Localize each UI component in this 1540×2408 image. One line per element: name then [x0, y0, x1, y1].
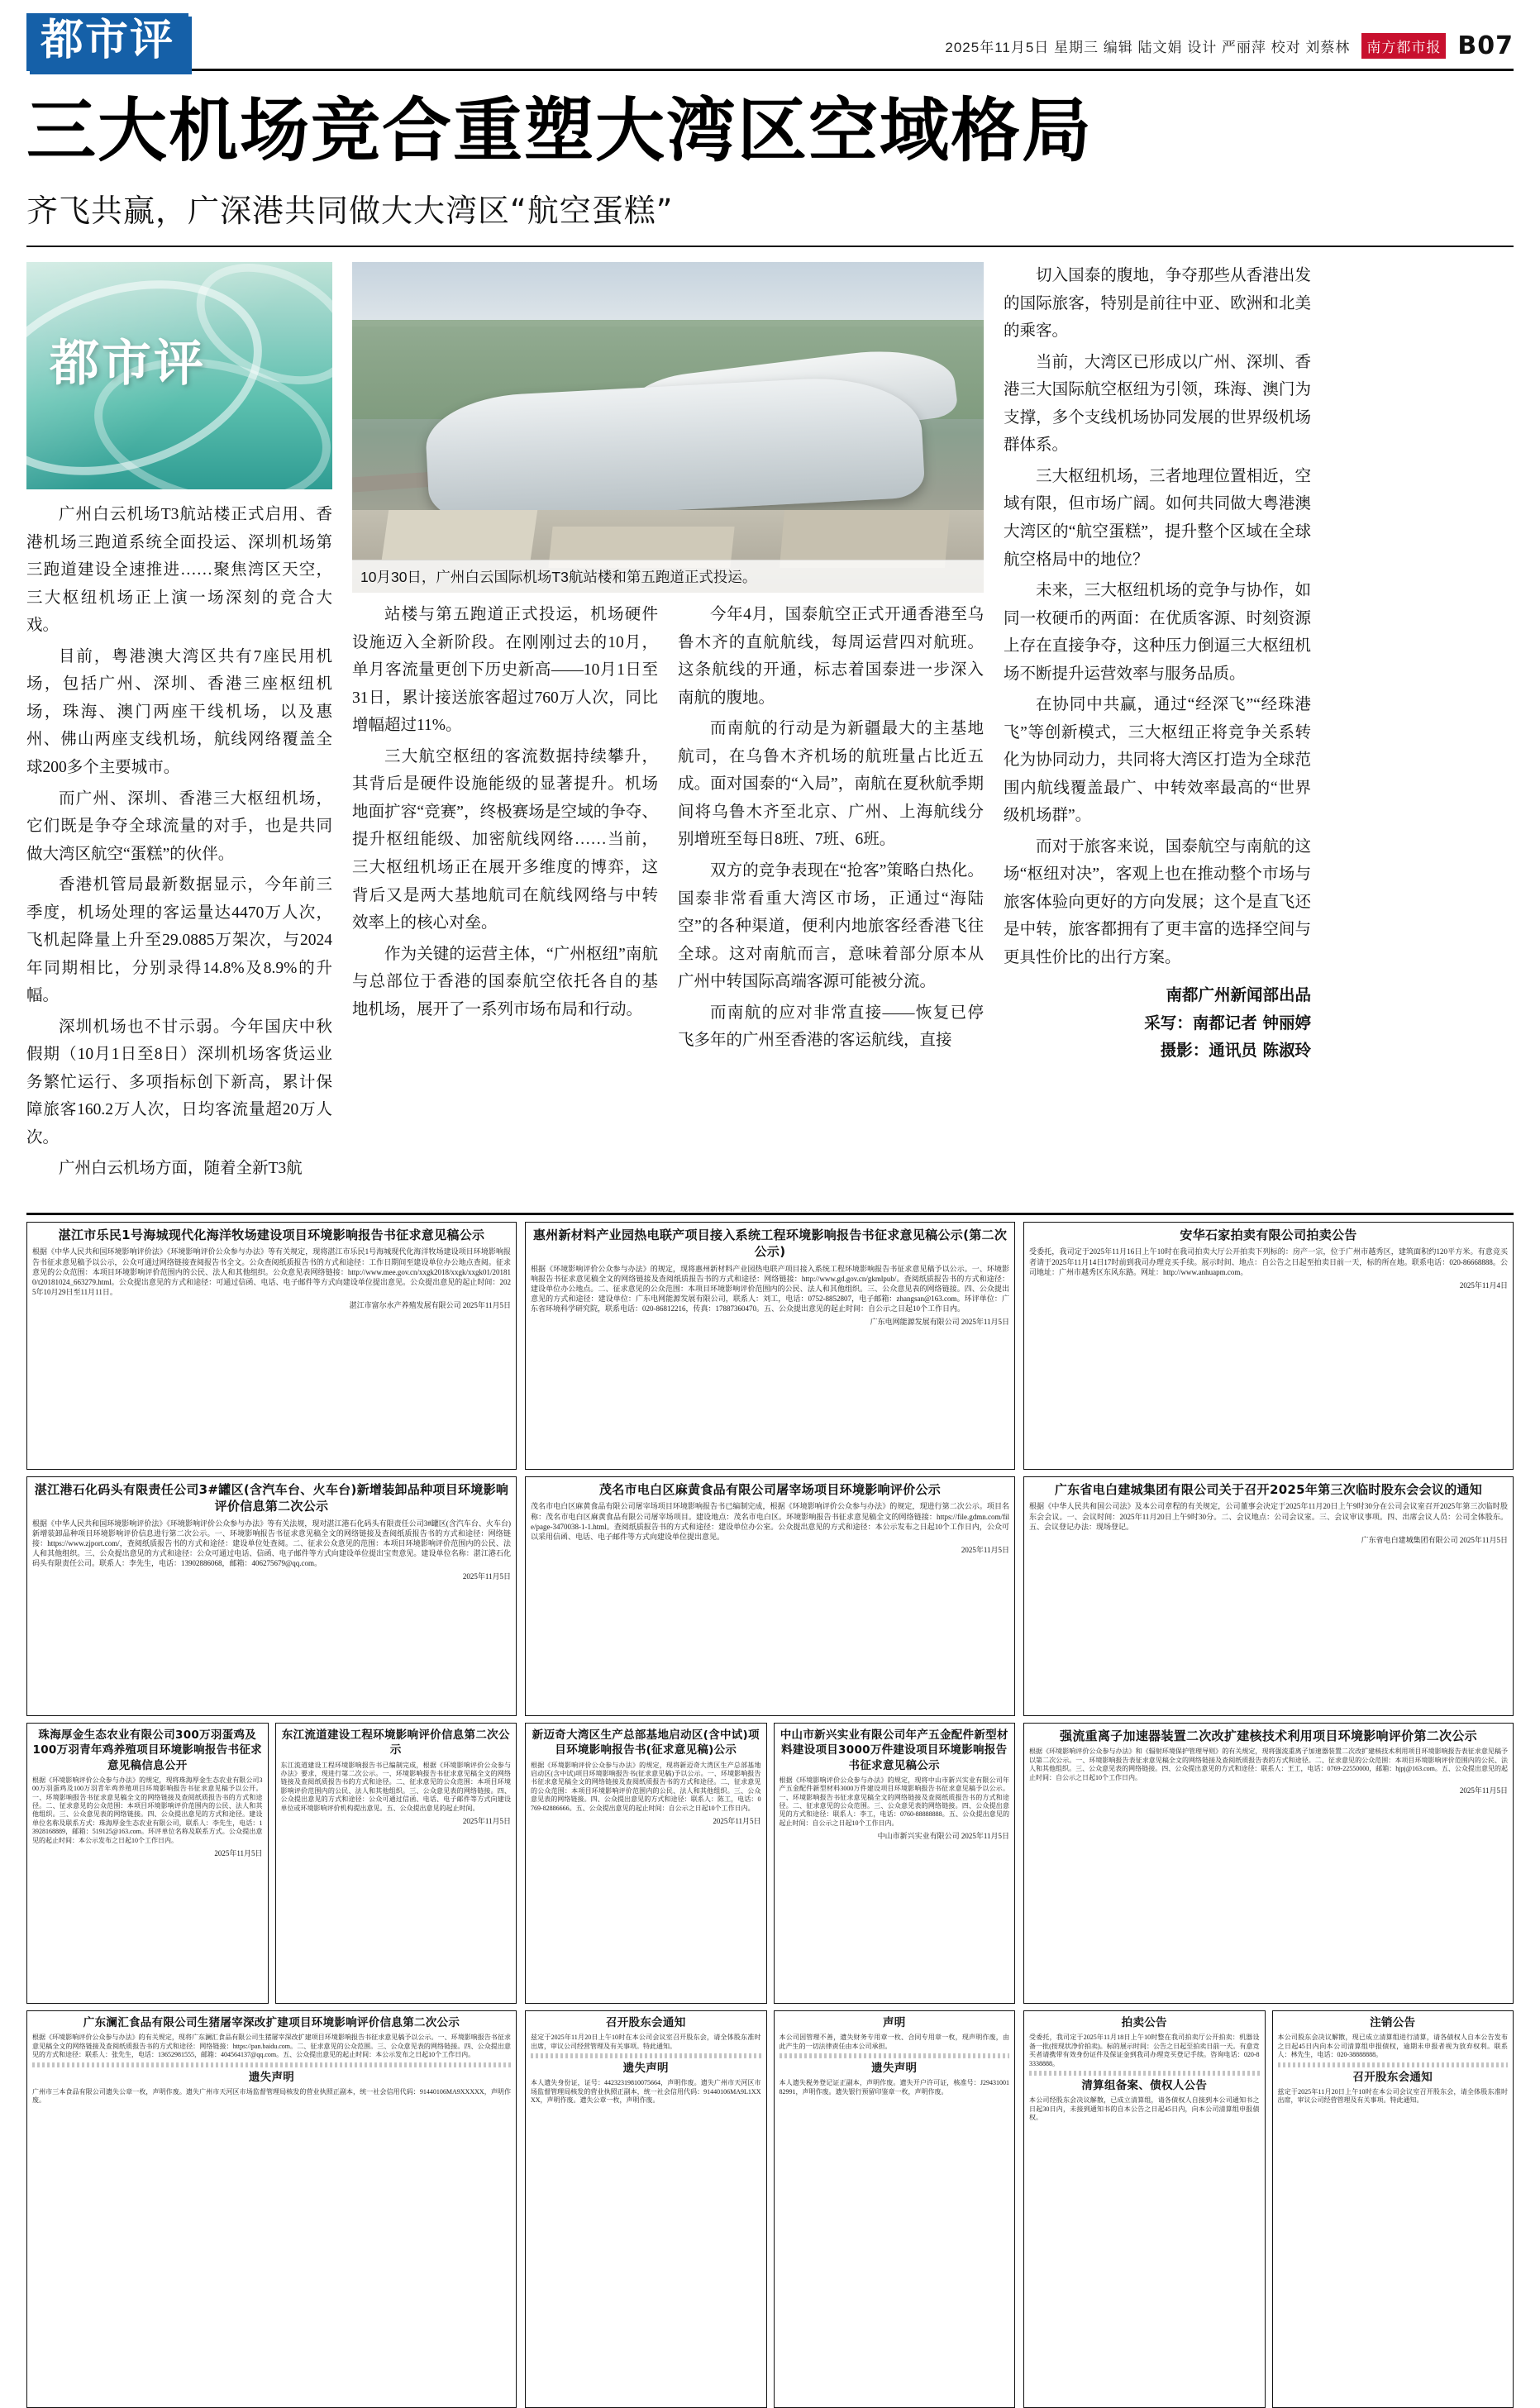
classified-ad[interactable] — [1023, 1476, 1514, 1716]
ad-body: 广州市三本食品有限公司遗失公章一枚，声明作废。遗失广州市天河区市场监督管理局核发的营业执照正副本，统一社会信用代码：91440106MA9XXXXX，声明作废。 — [32, 2087, 511, 2105]
ad-title: 拍卖公告 — [1121, 2016, 1167, 2030]
paragraph: 今年4月，国泰航空正式开通香港至乌鲁木齐的直航航线，每周运营四对航班。这条航线的开通，标志着国泰进一步深入南航的腹地。 — [678, 606, 984, 707]
ad-body: 根据《环境影响评价公众参与办法》和《辐射环境保护管理导则》的有关规定，现将强流重离子加速器装置二次改扩建核技术利用项目环境影响报告表征求意见稿予以第二次公示。一、环境影响报告表征求意见稿全文的网络链接及查阅纸质报告表的方式和途径。二、征求意见的公众范围：本项目环境影响评价范围内的公民、法人和其他组织。三、公众意见表的网络链接。四、公众提出意见的方式和途径：联系人：王工，电话：0769-22550000，邮箱：hjpj@163.com。五、公众提出意见的起止时间：自公示之日起10个工作日内。 — [1029, 1748, 1508, 1781]
ad-divider — [531, 2053, 761, 2058]
masthead — [26, 0, 1514, 71]
article-photo-wrap — [352, 262, 984, 593]
section-brand-graphic — [26, 262, 332, 489]
ad-body: 本公司股东会决议解散，现已成立清算组进行清算，请各债权人自本公告发布之日起45日内向本公司清算组申报债权，逾期未申报者视为放弃权利。联系人：林先生，电话：020-38888888。 — [1277, 2034, 1508, 2059]
ad-date: 广东电网能源发展有限公司 2025年11月5日 — [870, 1318, 1009, 1327]
paragraph: 双方的竞争表现在“抢客”策略白热化。国泰非常看重大湾区市场，正通过“海陆空”的各种渠道，便利内地旅客经香港飞往全球。这对南航而言，意味着部分原本从广州中转国际高端客源可能被分流。 — [678, 861, 984, 991]
ad-body: 受委托，我司定于2025年11月18日上午10时整在我司拍卖厅公开拍卖：机器设备一批(按现状净价拍卖)。标的展示时间：公告之日起至拍卖日前一天。有意竞买者请携带有效身份证件及保证金到我司办理竞买登记手续。咨询电话：020-83338888。 — [1029, 2034, 1260, 2067]
ad-body: 根据《环境影响评价公众参与办法》的规定，现将中山市新兴实业有限公司年产五金配件新型材料3000万件建设项目环境影响报告书征求意见稿予以公示。一、环境影响报告书征求意见稿全文的网络链接及查阅纸质报告书的方式和途径。二、征求意见的公众范围。三、公众意见表的网络链接。四、公众提出意见的方式和途径：联系人：李工，电话：0760-88888888。五、公众提出意见的起止时间：自公示之日起10个工作日内。 — [779, 1776, 1009, 1827]
ad-date: 2025年11月5日 — [214, 1848, 263, 1857]
ad-date: 广东省电白建城集团有限公司 2025年11月5日 — [1361, 1535, 1508, 1544]
ad-date: 2025年11月5日 — [713, 1816, 761, 1825]
ad-split-row — [525, 2010, 1015, 2408]
ad-title: 中山市新兴实业有限公司年产五金配件新型材料建设项目3000万件建设项目环境影响报告书征求意见稿公示 — [780, 1729, 1008, 1772]
ad-title: 茂名市电白区麻黄食品有限公司屠宰场项目环境影响评价公示 — [598, 1482, 942, 1498]
credit-photographer: 摄影：通讯员 陈淑玲 — [1160, 1040, 1311, 1060]
ad-title: 新迈奇大湾区生产总部基地启动区(含中试)项目环境影响报告书(征求意见稿)公示 — [532, 1729, 760, 1757]
ad-body: 受委托，我司定于2025年11月16日上午10时在我司拍卖大厅公开拍卖下列标的：房产一宗，位于广州市越秀区，建筑面积约120平方米。有意竞买者请于2025年11月14日17时前到我司办理竞买手续。展示时间、地点：自公告之日起至拍卖日前一天，标的所在地。联系电话：020-86668888。公司地址：广州市越秀区东风东路。网址：http://www.anhuapm.com。 — [1029, 1247, 1508, 1276]
classified-ad[interactable] — [525, 1476, 1015, 1716]
page-number: B07 — [1457, 31, 1514, 60]
classified-ad[interactable] — [26, 1222, 517, 1470]
paragraph: 切入国泰的腹地，争夺那些从香港出发的国际旅客，特别是前往中亚、欧洲和北美的乘客。 — [1004, 267, 1311, 341]
photo-caption: 10月30日，广州白云国际机场T3航站楼和第五跑道正式投运。 — [352, 560, 984, 593]
subheadline: 齐飞共赢，广深港共同做大大湾区“航空蛋糕” — [26, 193, 674, 230]
classified-ad[interactable] — [1272, 2010, 1514, 2408]
classified-ad[interactable] — [525, 1222, 1015, 1470]
ad-title: 注销公告 — [1370, 2016, 1416, 2030]
ad-title: 召开股东会通知 — [605, 2016, 686, 2030]
article-column-1 — [26, 262, 332, 1204]
ad-body: 东江流道建设工程环境影响报告书已编制完成，根据《环境影响评价公众参与办法》要求，现进行第二次公示。一、环境影响报告书征求意见稿全文的网络链接及查阅纸质报告书的方式和途径。二、征求意见的公众范围：本项目环境影响评价范围内的公民、法人和其他组织。三、公众意见表的网络链接。四、公众提出意见的方式和途径：公众可通过信函、电话、电子邮件等方式向建设单位或环境影响评价机构提出意见。五、公众提出意见的起止时间。 — [280, 1761, 511, 1812]
paragraph: 而广州、深圳、香港三大枢纽机场，它们既是争夺全球流量的对手，也是共同做大湾区航空“蛋糕”的伙伴。 — [26, 789, 332, 863]
ad-split-row — [525, 1723, 1015, 2004]
masthead-right — [945, 13, 1514, 60]
paragraph: 三大航空枢纽的客流数据持续攀升，其背后是硬件设施能级的显著提升。机场地面扩容“竞赛”，终极赛场是空域的争夺、提升枢纽能级、加密航线网络……当前，三大枢纽机场正在展开多维度的博弈，这背后又是两大基地航司在航线网络与中转效率上的核心对垒。 — [352, 747, 658, 932]
ad-body: 茂名市电白区麻黄食品有限公司屠宰场项目环境影响报告书已编制完成，根据《环境影响评价公众参与办法》的规定，现进行第二次公示。项目名称：茂名市电白区麻黄食品有限公司屠宰场项目。建设地点：茂名市电白区。环境影响报告书征求意见稿全文的网络链接：https://file.gdmn.com/file/page-3470038-1-1.html。查阅纸质报告书的方式和途径：建设单位办公室。公众提出意见的方式和途径：本公示发布之日起10个工作日内，公众可以采用信函、电话、电子邮件等方式向建设单位提出意见。 — [531, 1502, 1009, 1541]
article-column-2 — [352, 601, 658, 1058]
ad-split-row — [26, 1723, 517, 2004]
paragraph: 而南航的应对非常直接——恢复已停飞多年的广州至香港的客运航线，直接 — [678, 1004, 984, 1050]
photo-sky — [352, 262, 984, 327]
classifieds-column-1 — [26, 1222, 517, 2408]
ad-date: 中山市新兴实业有限公司 2025年11月5日 — [877, 1832, 1009, 1841]
ad-divider — [1029, 2071, 1260, 2076]
paragraph: 三大枢纽机场，三者地理位置相近，空域有限，但市场广阔。如何共同做大粤港澳大湾区的“航空蛋糕”，提升整个区域在全球航空格局中的地位？ — [1004, 467, 1311, 569]
ad-body: 根据《环境影响评价公众参与办法》的规定，现将珠海厚金生态农业有限公司300万羽蛋鸡及100万羽青年鸡养殖项目环境影响报告书征求意见稿予以公开。一、环境影响报告书征求意见稿全文的网络链接及查阅纸质报告书的方式和途径。二、征求意见的公众范围：本项目环境影响评价范围内的公民、法人和其他组织。三、公众意见表的网络链接。四、公众提出意见的方式和途径。建设单位名称及联系方式：珠海厚金生态农业有限公司，联系人：李先生，电话：13928168889，邮箱：519125@163.com。环评单位名称及联系方式。公众提出意见的起止时间：本公示发布之日起10个工作日内。 — [32, 1776, 263, 1844]
article-column-4 — [1004, 262, 1311, 1204]
credit-source: 南都广州新闻部出品 — [1166, 985, 1311, 1005]
article-column-3 — [678, 601, 984, 1058]
ad-body: 本人遗失税务登记证正副本，声明作废。遗失开户许可证，核准号：J2943100182991，声明作废。遗失银行预留印鉴章一枚，声明作废。 — [779, 2079, 1009, 2096]
ad-title: 清算组备案、债权人公告 — [1081, 2078, 1208, 2092]
classified-ad[interactable] — [1023, 1222, 1514, 1470]
paragraph: 深圳机场也不甘示弱。今年国庆中秋假期（10月1日至8日）深圳机场客货运业务繁忙运行、多项指标创下新高，累计保障旅客160.2万人次，日均客流量超20万人次。 — [26, 1018, 332, 1147]
article-credits — [1004, 981, 1311, 1063]
classified-ad[interactable] — [774, 1723, 1016, 2004]
headline-divider — [26, 246, 1514, 247]
ad-body: 根据《中华人民共和国环境影响评价法》《环境影响评价公众参与办法》等有关法规，现对湛江港石化码头有限责任公司3#罐区(含汽车台、火车台)新增装卸品种项目环境影响评价信息进行第二次公示。一、环境影响报告书征求意见稿全文的网络链接及查阅纸质报告书的方式和途径：网络链接：https://www.zjport.com/，查阅纸质报告书的方式和途径：建设单位处查阅。二、征求公众意见的范围：本项目环境影响评价范围内的公民、法人和其他组织。三、公众提出意见的方式和途径：公众可通过电话、信函、电子邮件等方式向建设单位提出宝贵意见。建设单位名称：湛江港石化码头有限责任公司。联系人：李先生，电话：13902886068，邮箱：406275679@qq.com。 — [32, 1519, 511, 1568]
classified-ad[interactable] — [525, 2010, 767, 2408]
ad-title: 遗失声明 — [871, 2062, 918, 2076]
ad-date: 2025年11月5日 — [462, 1572, 511, 1581]
headline: 三大机场竞合重塑大湾区空域格局 — [26, 90, 1094, 171]
ad-body: 根据《环境影响评价公众参与办法》的规定，现将新迈奇大湾区生产总部基地启动区(含中试)项目环境影响报告书(征求意见稿)予以公示。一、环境影响报告书征求意见稿全文的网络链接及查阅纸质报告书的方式和途径。二、征求意见的公众范围：本项目环境影响评价范围内的公民、法人和其他组织。三、公众意见表的网络链接。四、公众提出意见的方式和途径：联系人：陈工，电话：0769-82886666。五、公众提出意见的起止时间：自公示之日起10个工作日内。 — [531, 1761, 761, 1812]
paragraph: 当前，大湾区已形成以广州、深圳、香港三大国际航空枢纽为引领，珠海、澳门为支撑，多个支线机场协同发展的世界级机场群体系。 — [1004, 353, 1311, 455]
ad-title: 遗失声明 — [622, 2062, 669, 2076]
classified-ad[interactable] — [275, 1723, 517, 2004]
ad-title: 湛江市乐民1号海城现代化海洋牧场建设项目环境影响报告书征求意见稿公示 — [58, 1228, 485, 1243]
classified-ad[interactable] — [774, 2010, 1016, 2408]
ad-body: 兹定于2025年11月20日上午10时在本公司会议室召开股东会，请全体股东准时出席，审议公司经营管理及有关事项。特此通知。 — [1277, 2087, 1508, 2105]
ad-date: 2025年11月4日 — [1459, 1280, 1508, 1290]
ad-title: 遗失声明 — [248, 2070, 295, 2084]
photo-terminal — [423, 374, 925, 523]
ad-body: 根据《中华人民共和国公司法》及本公司章程的有关规定，公司董事会决定于2025年11月20日上午9时30分在公司会议室召开2025年第三次临时股东会会议。一、会议时间：2025年11月20日上午9时30分。二、会议地点：公司会议室。三、会议审议事项。四、出席会议人员：公司全体股东。五、会议登记办法：现场登记。 — [1029, 1502, 1508, 1531]
credit-reporter: 采写：南都记者 钟丽婷 — [1144, 1013, 1311, 1032]
classified-ad[interactable] — [1023, 2010, 1266, 2408]
paragraph: 作为关键的运营主体，“广州枢纽”南航与总部位于香港的国泰航空依托各自的基地机场，展开了一系列市场布局和行动。 — [352, 945, 658, 1018]
ad-title: 召开股东会通知 — [1352, 2070, 1433, 2084]
ad-split-row — [1023, 2010, 1514, 2408]
ad-date: 2025年11月5日 — [462, 1816, 511, 1825]
ad-title: 珠海厚金生态农业有限公司300万羽蛋鸡及100万羽青年鸡养殖项目环境影响报告书征求意见稿信息公开 — [32, 1729, 262, 1772]
ad-body: 根据《环境影响评价公众参与办法》的规定，现将惠州新材料产业园热电联产项目接入系统工程环境影响报告书征求意见稿予以公示。一、环境影响报告书征求意见稿全文的网络链接及查阅纸质报告书的方式和途径：网络链接：http://www.gd.gov.cn/gkmlpub/。查阅纸质报告书的方式和途径：建设单位办公地点。二、征求意见的公众范围：本项目环境影响评价范围内的公民、法人和其他组织。三、公众意见表的网络链接。四、公众提出意见的方式和途径：建设单位：广东电网能源发展有限公司，联系人：刘工，电话：0752-8852807，电子邮箱：zhangsan@163.com。环评单位：广东省环境科学研究院，联系电话：020-86812216，传真：17887360470。五、公众提出意见的起止时间：自公示之日起10个工作日内。 — [531, 1264, 1009, 1314]
ad-title: 广东省电白建城集团有限公司关于召开2025年第三次临时股东会会议的通知 — [1054, 1482, 1483, 1498]
ad-body: 根据《环境影响评价公众参与办法》的有关规定，现将广东澜汇食品有限公司生猪屠宰深改扩建项目环境影响报告书征求意见稿予以公示。一、环境影响报告书征求意见稿全文的网络链接及查阅纸质报告书的方式和途径：网络链接：https://pan.baidu.com。二、征求意见的公众范围。三、公众意见表的网络链接。四、公众提出意见的方式和途径：联系人：张先生，电话：13652981555，邮箱：404564137@qq.com。五、公众提出意见的起止时间：本公示发布之日起10个工作日内。 — [32, 2034, 511, 2059]
classifieds-column-2 — [525, 1222, 1015, 2408]
ad-date: 2025年11月5日 — [961, 1546, 1009, 1554]
issue-meta: 2025年11月5日 星期三 编辑 陆文娟 设计 严丽萍 校对 刘蔡林 — [945, 40, 1351, 55]
article-center-block — [352, 262, 984, 1204]
article-body — [26, 262, 1514, 1204]
ad-divider — [1278, 2062, 1509, 2067]
paragraph: 香港机管局最新数据显示，今年前三季度，机场处理的客运量达4470万人次，飞机起降量上升至29.0885万架次，与2024年同期相比，分别录得14.8%及8.9%的升幅。 — [26, 876, 332, 1005]
ribbon-title: 都市评 — [50, 335, 206, 393]
classified-ad[interactable] — [1023, 1723, 1514, 2004]
paragraph: 未来，三大枢纽机场的竞争与协作，如同一枚硬币的两面：在优质客源、时刻资源上存在直接争夺，这种压力倒逼三大枢纽机场不断提升运营效率与服务品质。 — [1004, 582, 1311, 683]
ad-body: 根据《中华人民共和国环境影响评价法》《环境影响评价公众参与办法》等有关规定，现将湛江市乐民1号海城现代化海洋牧场建设项目环境影响报告书征求意见稿予以公示，公众可通过网络链接查阅报告书全文。公众查阅纸质报告书的方式和途径：工作日期间至建设单位办公地点查阅。征求意见的公众范围：本项目环境影响评价范围内的公民、法人和其他组织。公众意见表网络链接：http://www.mee.gov.cn/xxgk2018/xxgk/xxgk01/201810/t20181024_663279.html。公众提出意见的方式和途径：可通过信函、电话、电子邮件等方式向建设单位提出意见。公众提出意见的起止时间：2025年10月29日至11月11日。 — [32, 1247, 511, 1296]
classified-ad[interactable] — [26, 2010, 517, 2408]
paragraph: 广州白云机场T3航站楼正式启用、香港机场三跑道系统全面投运、深圳机场第三跑道建设全速推进……聚焦湾区天空，三大枢纽机场正上演一场深刻的竞合大戏。 — [26, 506, 332, 635]
airport-photo — [352, 262, 984, 593]
classified-ad[interactable] — [525, 1723, 767, 2004]
ad-body: 本公司经股东会决议解散，已成立清算组，请各债权人自接到本公司通知书之日起30日内，未接到通知书的自本公告之日起45日内，向本公司清算组申报债权。 — [1029, 2096, 1260, 2121]
paragraph: 而对于旅客来说，国泰航空与南航的这场“枢纽对决”，客观上也在推动整个市场与旅客体验向更好的方向发展；这个是直飞还是中转，旅客都拥有了更丰富的选择空间与更具性价比的出行方案。 — [1004, 837, 1311, 966]
classified-ad[interactable] — [26, 1723, 269, 2004]
ad-date: 湛江市富尔水产养殖发展有限公司 2025年11月5日 — [349, 1301, 511, 1310]
paragraph: 在协同中共赢，通过“经深飞”“经珠港飞”等创新模式，三大枢纽正将竞争关系转化为协同动力，共同将大湾区打造为全球范围内航线覆盖最广、中转效率最高的“世界级机场群”。 — [1004, 696, 1311, 825]
ad-title: 惠州新材料产业园热电联产项目接入系统工程环境影响报告书征求意见稿公示(第二次公示) — [532, 1228, 1008, 1260]
paragraph: 站楼与第五跑道正式投运，机场硬件设施迈入全新阶段。在刚刚过去的10月，单月客流量更创下历史新高——10月1日至31日，累计接送旅客超过760万人次，同比增幅超过11%。 — [352, 606, 658, 735]
section-logo: 都市评 — [26, 13, 188, 71]
ad-body: 本公司因管理不善，遗失财务专用章一枚、合同专用章一枚，现声明作废，由此产生的一切法律责任由本公司承担。 — [779, 2034, 1009, 2050]
ad-divider — [32, 2062, 511, 2067]
ad-title: 声明 — [882, 2016, 906, 2030]
center-columns — [352, 601, 984, 1058]
ad-date: 2025年11月5日 — [1459, 1786, 1508, 1795]
ad-title: 安华石家拍卖有限公司拍卖公告 — [1180, 1228, 1357, 1243]
ad-title: 东江流道建设工程环境影响评价信息第二次公示 — [281, 1729, 510, 1757]
ad-title: 强流重离子加速器装置二次改扩建核技术利用项目环境影响评价第二次公示 — [1060, 1729, 1477, 1744]
ad-body: 本人遗失身份证，证号：44232319810075664，声明作废。遗失广州市天河区市场监督管理局核发的营业执照正副本，统一社会信用代码：91440106MA9L1XXXX，声明作废。遗失公章一枚，声明作废。 — [531, 2079, 761, 2105]
paragraph: 目前，粤港澳大湾区共有7座民用机场，包括广州、深圳、香港三座枢纽机场，珠海、澳门两座干线机场，以及惠州、佛山两座支线机场，航线网络覆盖全球200多个主要城市。 — [26, 647, 332, 776]
ad-title: 湛江港石化码头有限责任公司3#罐区(含汽车台、火车台)新增装卸品种项目环境影响评价信息第二次公示 — [34, 1482, 509, 1514]
paragraph: 广州白云机场方面，随着全新T3航 — [59, 1160, 303, 1178]
paper-brand: 南方都市报 — [1361, 33, 1446, 59]
photo-building — [382, 510, 537, 560]
ad-title: 广东澜汇食品有限公司生猪屠宰深改扩建项目环境影响评价信息第二次公示 — [83, 2016, 460, 2030]
paragraph: 而南航的行动是为新疆最大的主基地航司，在乌鲁木齐机场的航班量占比近五成。面对国泰的“入局”，南航在夏秋航季期间将乌鲁木齐至北京、广州、上海航线分别增班至每日8班、7班、6班。 — [678, 720, 984, 849]
ad-divider — [780, 2053, 1010, 2058]
classified-ad[interactable] — [26, 1476, 517, 1716]
classifieds-column-3 — [1023, 1222, 1514, 2408]
classifieds-section — [26, 1213, 1514, 2408]
ad-body: 兹定于2025年11月20日上午10时在本公司会议室召开股东会，请全体股东准时出席，审议公司经营管理及有关事项。特此通知。 — [531, 2034, 761, 2050]
